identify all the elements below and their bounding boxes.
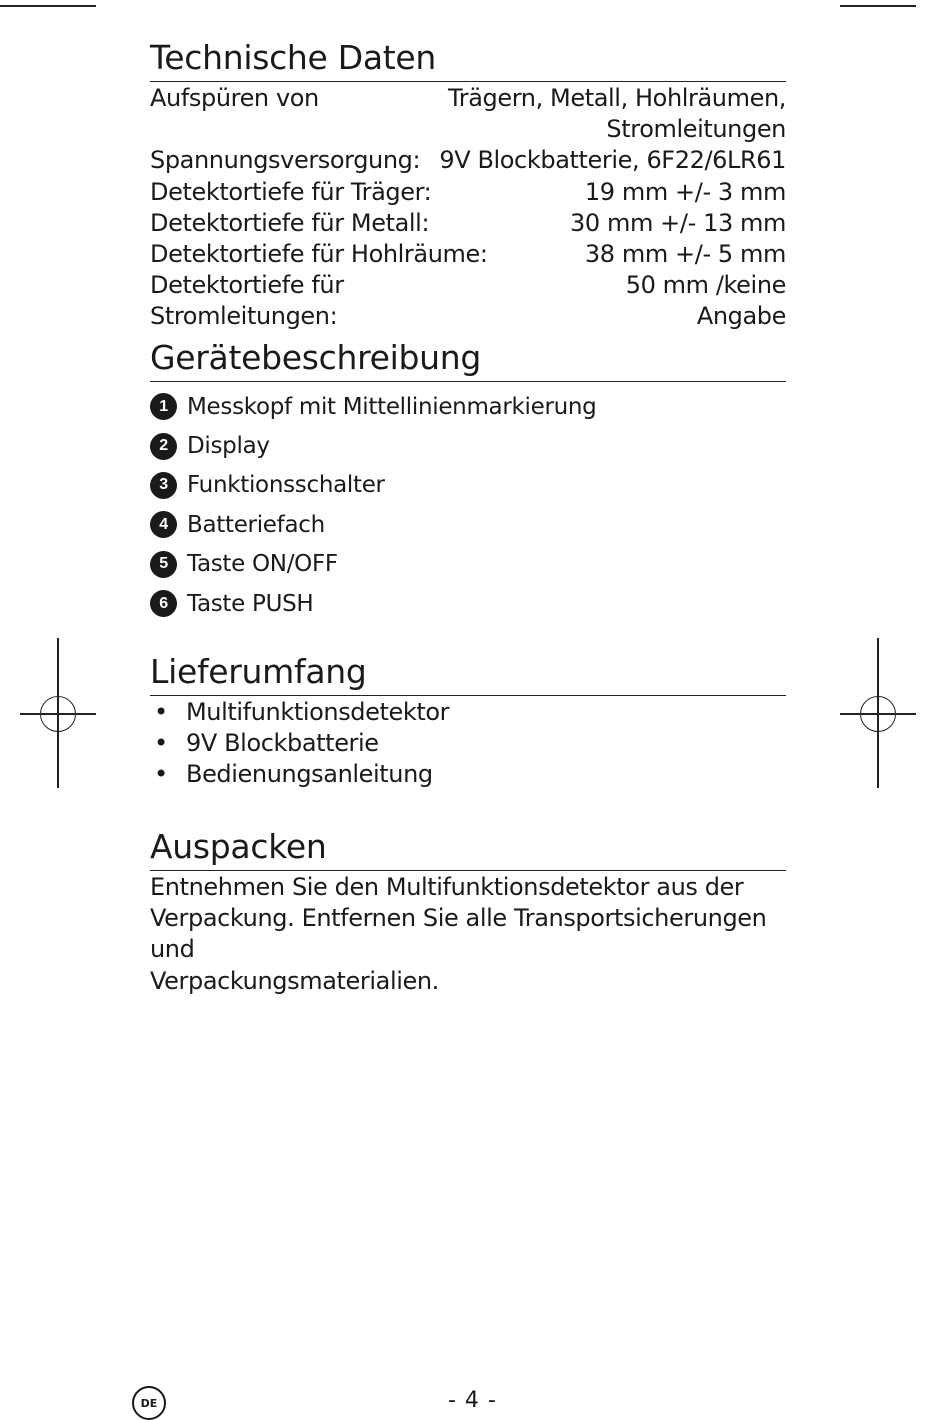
section-auspacken [150,827,786,997]
spec-label: Aufspüren von [150,84,319,112]
number-badge: 5 [150,551,177,578]
spec-value: 30 mm +/- 13 mm [570,208,786,237]
paragraph-line: Entnehmen Sie den Multifunktionsdetektor aus der [150,873,744,901]
section-lieferumfang [150,652,786,791]
bullet-list [150,697,786,791]
spec-row [150,177,786,208]
list-item [150,759,786,790]
item-text: Multifunktionsdetektor [186,698,450,726]
section-geraetebeschreibung [150,338,786,623]
item-text: Batteriefach [187,511,325,538]
registration-mark-left-circle [40,696,76,732]
language-badge-icon: DE [132,1386,166,1420]
spec-row [150,145,786,176]
list-item [150,387,786,426]
item-text: 9V Blockbatterie [186,729,379,758]
item-text: Taste ON/OFF [187,551,338,578]
paragraph-line: Verpackung. Entfernen Sie alle Transportsicherungen und [150,904,767,964]
section-title: Lieferumfang [150,652,786,696]
page-number: - 4 - [448,1388,497,1413]
spec-label: Detektortiefe für Stromleitungen: [150,271,344,331]
number-badge: 6 [150,590,177,617]
item-text: Taste PUSH [187,590,314,617]
section-title: Technische Daten [150,38,786,82]
section-title: Gerätebeschreibung [150,338,786,382]
spec-row [150,239,786,270]
spec-row [150,270,786,332]
number-badge: 2 [150,433,177,460]
crop-mark-top-right [840,5,916,7]
spec-value: 9V Blockbatterie, 6F22/6LR61 [439,146,786,175]
registration-mark-right-circle [860,696,896,732]
spec-label: Detektortiefe für Träger: [150,177,432,206]
number-badge: 3 [150,472,177,499]
bullet-icon: • [154,698,168,726]
item-text: Display [187,433,270,460]
list-item [150,545,786,584]
section-technische-daten [150,38,786,333]
spec-value: 38 mm +/- 5 mm [584,240,786,269]
list-item [150,505,786,544]
spec-value: 50 mm /keine Angabe [625,271,786,331]
section-title: Auspacken [150,827,786,871]
spec-row [150,208,786,239]
parts-list [150,387,786,623]
spec-table [150,83,786,333]
paragraph [150,872,786,997]
spec-row [150,83,786,145]
crop-mark-top-left [0,5,96,7]
spec-label: Detektortiefe für Hohlräume: [150,240,488,269]
spec-value: Trägern, Metall, Hohlräumen, Stromleitungen [448,84,786,144]
bullet-icon: • [154,729,168,758]
list-item [150,466,786,505]
item-text: Messkopf mit Mittellinienmarkierung [187,393,597,420]
number-badge: 1 [150,393,177,420]
number-badge: 4 [150,511,177,538]
item-text: Bedienungsanleitung [186,760,433,789]
list-item [150,584,786,623]
list-item [150,426,786,465]
bullet-icon: • [154,760,168,789]
spec-label: Spannungsversorgung: [150,146,421,175]
list-item [150,728,786,759]
spec-label: Detektortiefe für Metall: [150,208,430,237]
list-item [150,697,786,728]
paragraph-line: Verpackungsmaterialien. [150,966,439,995]
spec-value: 19 mm +/- 3 mm [584,177,786,206]
item-text: Funktionsschalter [187,472,385,499]
